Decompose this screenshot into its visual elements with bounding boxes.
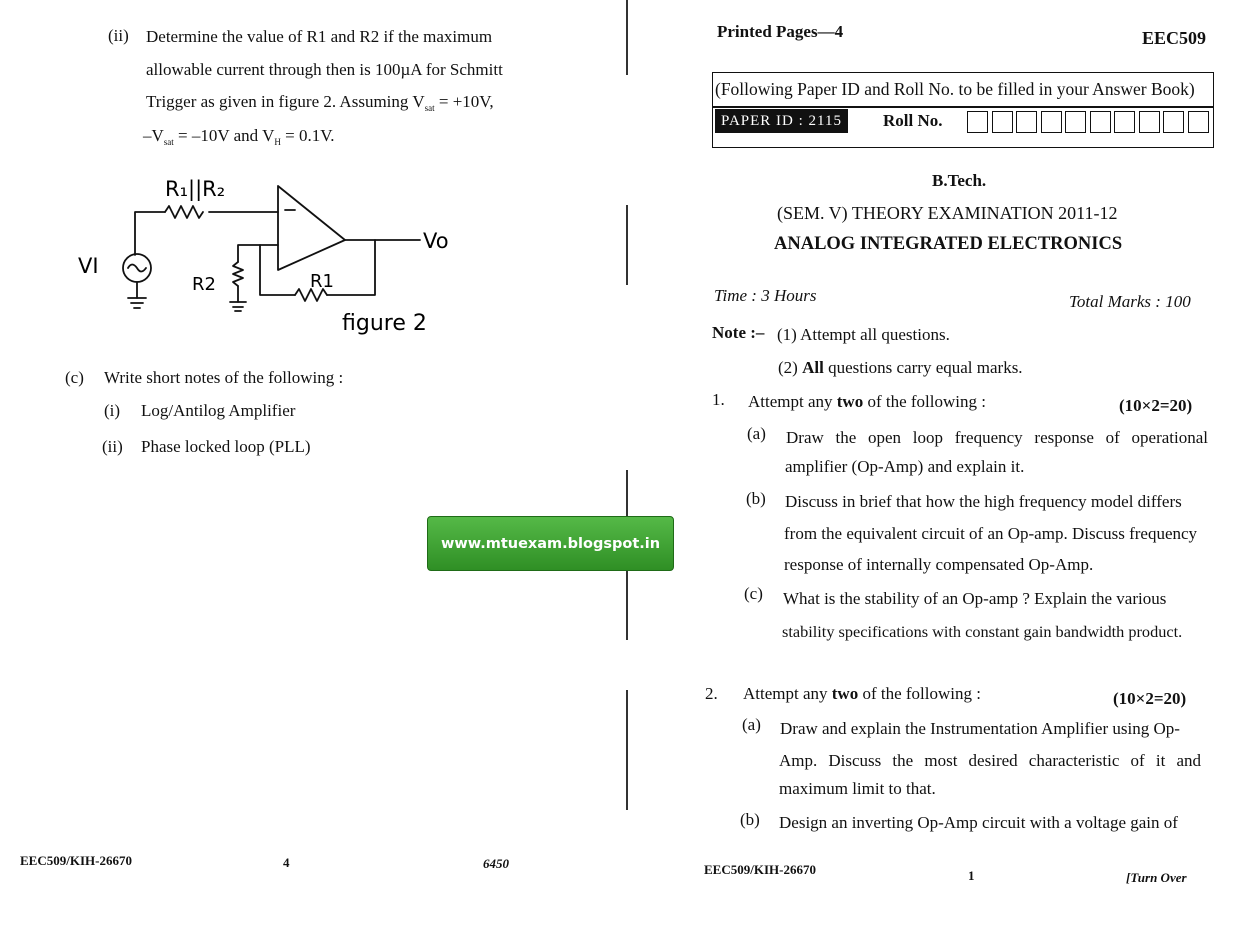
question-c-item-1-text: Log/Antilog Amplifier — [141, 401, 296, 420]
degree-title: B.Tech. — [932, 171, 987, 190]
question-1-number: 1. — [712, 390, 725, 409]
question-c-item-1-label: (i) — [104, 401, 121, 420]
left-page — [0, 0, 626, 927]
roll-number-box — [1163, 111, 1184, 133]
question-1c-line-1: What is the stability of an Op-amp ? Explain the various — [783, 589, 1167, 608]
question-c-label: (c) — [65, 368, 84, 387]
paper-id-badge: PAPER ID : 2115 — [715, 109, 848, 133]
question-1b-label: (b) — [746, 489, 766, 508]
total-marks: Total Marks : 100 — [1069, 292, 1191, 311]
figure-caption: figure 2 — [342, 311, 427, 336]
right-footer-code: EEC509/KIH-26670 — [704, 862, 816, 877]
question-2b-line-1: Design an inverting Op-Amp circuit with a voltage gain of — [779, 813, 1178, 832]
printed-pages: Printed Pages—4 — [717, 22, 844, 41]
question-1-heading: Attempt any two of the following : — [748, 392, 986, 411]
question-ii-line-4: $-V_{sat} = -10V$ and $V_H = 0.1V$. — [143, 126, 335, 147]
question-ii-line-2: allowable current through then is 100µA for Schmitt — [146, 60, 503, 79]
left-footer-code: EEC509/KIH-26670 — [20, 853, 132, 868]
label-r1-parallel-r2: R₁||R₂ — [165, 177, 226, 201]
question-1b-line-2: from the equivalent circuit of an Op-amp. Discuss frequency — [784, 524, 1198, 543]
resistor-r1-r2 — [165, 206, 203, 218]
roll-number-label: Roll No. — [883, 111, 943, 130]
question-1c-line-2: stability specifications with constant gain bandwidth product. — [782, 622, 1183, 641]
id-box-note: (Following Paper ID and Roll No. to be filled in your Answer Book) — [715, 79, 1195, 99]
resistor-r2 — [233, 262, 243, 286]
note-2: (2) All questions carry equal marks. — [778, 358, 1023, 377]
turn-over: [Turn Over — [1126, 870, 1187, 885]
exam-time: Time : 3 Hours — [714, 286, 817, 305]
question-1a-line-2: amplifier (Op-Amp) and explain it. — [785, 457, 1025, 476]
question-2a-line-2: Amp. Discuss the most desired characteristic of it and — [779, 751, 1201, 770]
question-2a-line-3: maximum limit to that. — [779, 779, 936, 798]
roll-number-box — [1139, 111, 1160, 133]
roll-number-box — [967, 111, 988, 133]
label-vi: VI — [78, 254, 99, 278]
op-amp-symbol — [278, 186, 345, 270]
exam-title: (SEM. V) THEORY EXAMINATION 2011-12 — [777, 203, 1118, 223]
question-1a-line-1: Draw the open loop frequency response of operational — [786, 428, 1208, 447]
roll-number-box — [1065, 111, 1086, 133]
label-r2: R2 — [192, 274, 216, 295]
roll-number-box — [1188, 111, 1209, 133]
left-footer-count: 6450 — [483, 856, 509, 871]
label-r1: R1 — [310, 271, 334, 292]
question-1b-line-1: Discuss in brief that how the high frequency model differs — [785, 492, 1182, 511]
question-ii-label: (ii) — [108, 26, 129, 45]
left-footer-page-number: 4 — [283, 855, 290, 870]
label-vo: Vo — [423, 229, 449, 253]
note-label: Note :– — [712, 323, 765, 342]
question-2-marks: (10×2=20) — [1113, 689, 1187, 708]
question-c-item-2-label: (ii) — [102, 437, 123, 456]
question-ii-line-1: Determine the value of R1 and R2 if the maximum — [146, 27, 493, 46]
paper-code: EEC509 — [1142, 28, 1207, 48]
question-ii-line-3: Trigger as given in figure 2. Assuming $V_{sat} = +10V$, — [146, 92, 494, 113]
schmitt-trigger-circuit-diagram — [70, 170, 470, 345]
question-2-number: 2. — [705, 684, 718, 703]
right-page — [626, 0, 1254, 927]
roll-number-box — [1016, 111, 1037, 133]
question-c-item-2-text: Phase locked loop (PLL) — [141, 437, 311, 456]
roll-number-box — [1041, 111, 1062, 133]
question-c-text: Write short notes of the following : — [104, 368, 344, 387]
question-2b-label: (b) — [740, 810, 760, 829]
question-1c-label: (c) — [744, 584, 763, 603]
question-1b-line-3: response of internally compensated Op-Amp. — [784, 555, 1094, 574]
question-1a-label: (a) — [747, 424, 766, 443]
paper-id-box — [712, 72, 1214, 148]
roll-number-box — [992, 111, 1013, 133]
right-footer-page-number: 1 — [968, 868, 975, 883]
question-1-marks: (10×2=20) — [1119, 396, 1193, 415]
note-1: (1) Attempt all questions. — [777, 325, 950, 344]
website-watermark-link[interactable]: www.mtuexam.blogspot.in — [427, 516, 674, 571]
question-2-heading: Attempt any two of the following : — [743, 684, 981, 703]
roll-number-box — [1114, 111, 1135, 133]
subject-title: ANALOG INTEGRATED ELECTRONICS — [774, 234, 1123, 254]
roll-number-box — [1090, 111, 1111, 133]
question-2a-label: (a) — [742, 715, 761, 734]
question-2a-line-1: Draw and explain the Instrumentation Amplifier using Op- — [780, 719, 1180, 738]
